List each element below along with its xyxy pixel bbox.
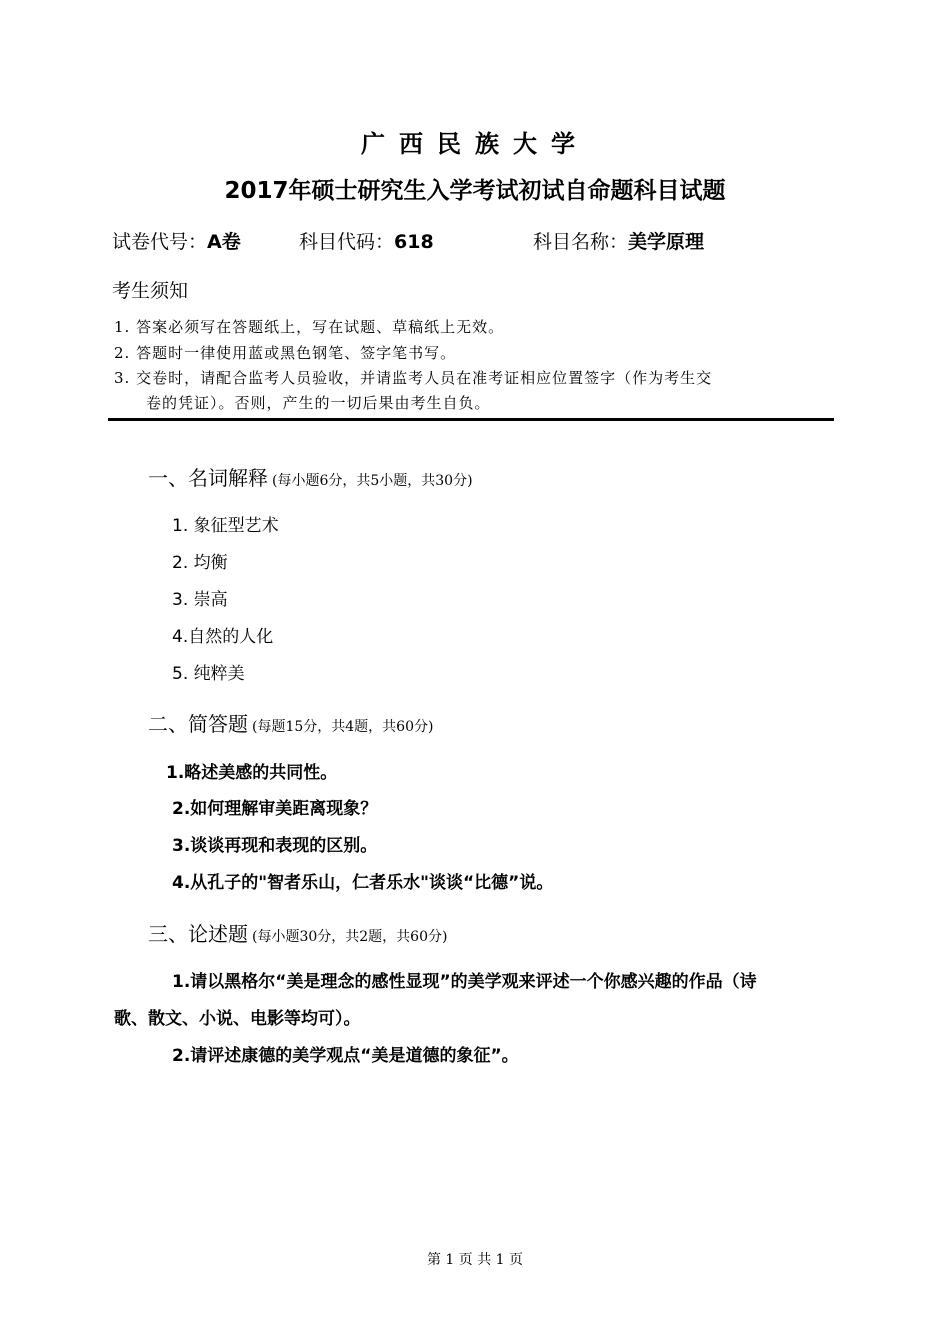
section-heading — [148, 918, 447, 947]
notice-item: 1. 答案必须写在答题纸上，写在试题、草稿纸上无效。 — [114, 318, 505, 336]
question-item: 2.请评述康德的美学观点“美是道德的象征”。 — [172, 1046, 519, 1066]
list-item: 1. 象征型艺术 — [172, 516, 279, 536]
paper-code — [112, 227, 241, 254]
divider — [108, 418, 834, 421]
section-note: (每小题30分，共2题，共60分) — [252, 929, 448, 945]
page-footer: 第 1 页 共 1 页 — [426, 1252, 524, 1268]
paper-code-label: 试卷代号： — [112, 231, 208, 253]
list-item: 3. 崇高 — [172, 590, 228, 610]
question-item-continued: 歌、散文、小说、电影等均可）。 — [114, 1009, 361, 1029]
paper-code-value: A卷 — [207, 231, 241, 253]
notice-item: 3. 交卷时，请配合监考人员验收，并请监考人员在准考证相应位置签字（作为考生交 — [114, 369, 713, 387]
subject-name-label: 科目名称： — [533, 231, 629, 253]
question-item: 1.略述美感的共同性。 — [166, 763, 338, 783]
section-heading — [148, 708, 433, 737]
question-item: 1.请以黑格尔“美是理念的感性显现”的美学观来评述一个你感兴趣的作品（诗 — [172, 972, 757, 992]
list-item: 4.自然的人化 — [172, 627, 274, 647]
list-item: 5. 纯粹美 — [172, 664, 245, 684]
list-item: 2. 均衡 — [172, 553, 228, 573]
notice-item: 2. 答题时一律使用蓝或黑色钢笔、签字笔书写。 — [114, 344, 457, 362]
question-item: 4.从孔子的"智者乐山，仁者乐水"谈谈“比德”说。 — [172, 873, 554, 893]
subject-code-value: 618 — [394, 231, 434, 253]
section-note: (每小题6分，共5小题，共30分) — [272, 473, 473, 489]
section-title: 二、简答题 — [148, 712, 248, 736]
university-name: 广西民族大学 — [361, 130, 589, 158]
subject-code-label: 科目代码： — [299, 231, 395, 253]
subject-name-value: 美学原理 — [628, 231, 705, 253]
exam-title: 2017年硕士研究生入学考试初试自命题科目试题 — [224, 178, 726, 204]
section-heading — [148, 462, 473, 491]
notice-item: 卷的凭证）。否则，产生的一切后果由考生自负。 — [146, 394, 491, 412]
section-title: 三、论述题 — [148, 922, 248, 946]
question-item: 2.如何理解审美距离现象？ — [172, 799, 378, 819]
section-note: (每题15分，共4题，共60分) — [252, 719, 434, 735]
subject-code — [299, 227, 434, 254]
question-item: 3.谈谈再现和表现的区别。 — [172, 836, 378, 856]
notice-title: 考生须知 — [112, 280, 189, 302]
section-title: 一、名词解释 — [148, 466, 268, 490]
subject-name — [533, 227, 704, 254]
